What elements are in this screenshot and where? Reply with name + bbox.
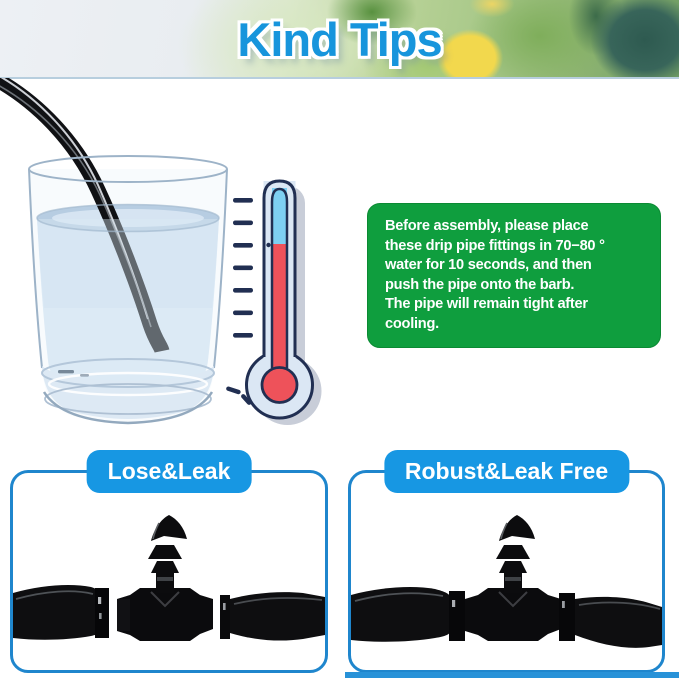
panel-label: Robust&Leak Free [384, 450, 629, 493]
thermometer-bulb [262, 368, 297, 403]
bottom-accent-bar [345, 672, 679, 678]
panel-lose-leak [10, 458, 328, 673]
thermometer-blue-column [272, 188, 287, 248]
thermometer-illustration [247, 181, 322, 425]
panel-label: Lose&Leak [87, 450, 252, 493]
hot-water-glass-thermometer-illustration [0, 78, 360, 436]
tip-line: water for 10 seconds, and then [385, 257, 592, 274]
tip-line: Before assembly, please place [385, 218, 589, 234]
tip-line: push the pipe onto the barb. [385, 276, 575, 293]
barb-fitting-photo-tight [351, 473, 662, 670]
tip-line: cooling. [385, 315, 439, 332]
tip-box [367, 203, 661, 348]
water-overlay [37, 219, 219, 396]
tip-line: The pipe will remain tight after [385, 296, 588, 313]
barb-fitting-photo-loose [13, 473, 325, 670]
greenhouse-photo-banner [0, 0, 679, 79]
page-title: Kind Tips [237, 13, 442, 66]
thermometer-red-column [272, 244, 287, 372]
tip-line: these drip pipe fittings in 70−80 ° [385, 237, 605, 254]
panel-robust-leak-free [348, 458, 665, 673]
